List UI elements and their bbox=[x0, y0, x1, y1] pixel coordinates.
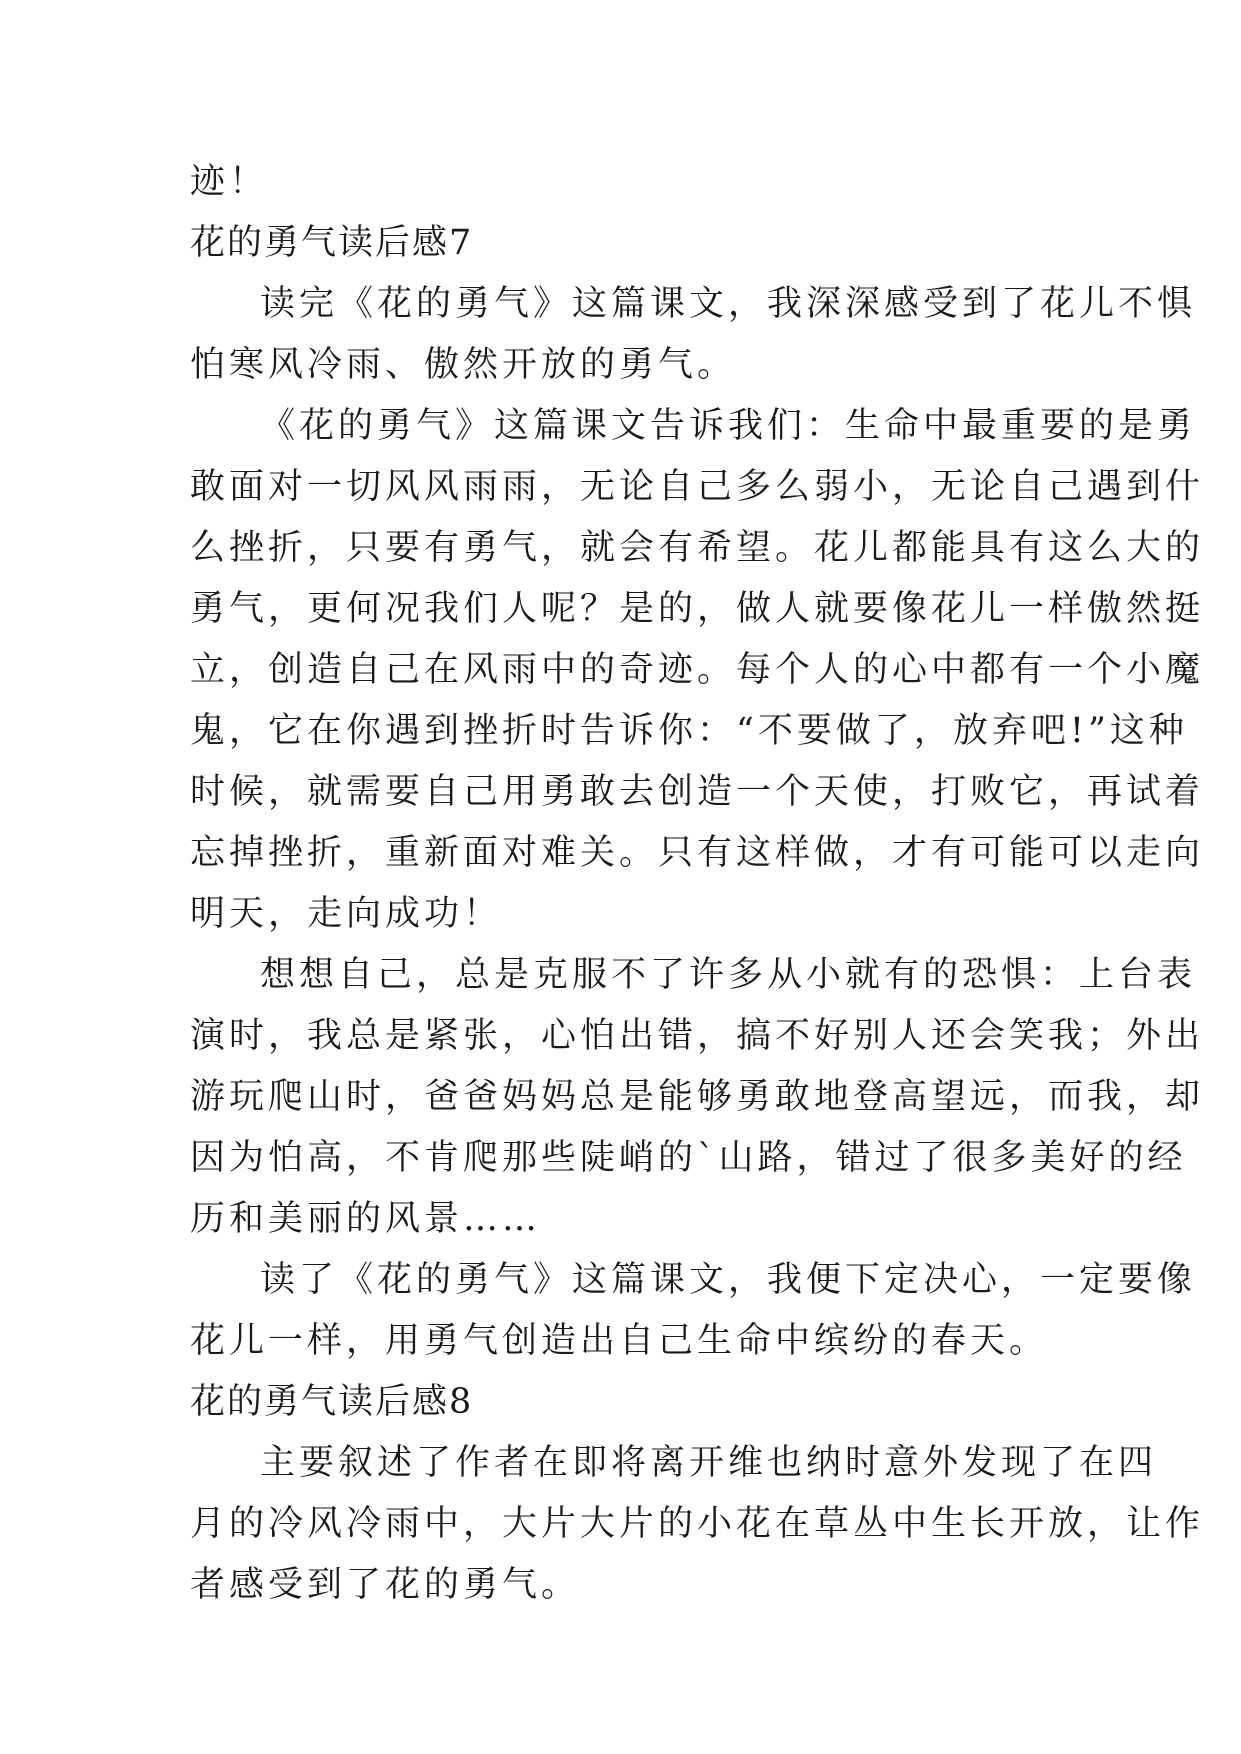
text-line: 月的冷风冷雨中，大片大片的小花在草丛中生长开放，让作 bbox=[190, 1504, 1205, 1544]
text-line: 演时，我总是紧张，心怕出错，搞不好别人还会笑我；外出 bbox=[190, 1016, 1205, 1056]
text-line: 鬼，它在你遇到挫折时告诉你：“不要做了，放弃吧!”这种 bbox=[190, 711, 1188, 751]
text-line: 历和美丽的风景…… bbox=[190, 1199, 542, 1239]
paragraph-first-line: 《花的勇气》这篇课文告诉我们：生命中最重要的是勇 bbox=[260, 406, 1197, 446]
paragraph-first-line: 想想自己，总是克服不了许多从小就有的恐惧：上台表 bbox=[260, 955, 1197, 995]
paragraph-first-line: 读了《花的勇气》这篇课文，我便下定决心，一定要像 bbox=[260, 1260, 1197, 1300]
text-line: 花儿一样，用勇气创造出自己生命中缤纷的春天。 bbox=[190, 1321, 1049, 1361]
text-line: 者感受到了花的勇气。 bbox=[190, 1565, 581, 1605]
text-line: 因为怕高，不肯爬那些陡峭的`山路，错过了很多美好的经 bbox=[190, 1138, 1187, 1178]
text-line: 忘掉挫折，重新面对难关。只有这样做，才有可能可以走向 bbox=[190, 833, 1205, 873]
text-line: 迹！ bbox=[190, 162, 269, 202]
document-body bbox=[190, 152, 1205, 1616]
text-line: 怕寒风冷雨、傲然开放的勇气。 bbox=[190, 345, 737, 385]
text-line: 勇气，更何况我们人呢？是的，做人就要像花儿一样傲然挺 bbox=[190, 589, 1205, 629]
text-line: 明天，走向成功！ bbox=[190, 894, 503, 934]
paragraph-first-line: 读完《花的勇气》这篇课文，我深深感受到了花儿不惧 bbox=[260, 284, 1197, 324]
section-heading: 花的勇气读后感8 bbox=[190, 1382, 474, 1422]
text-line: 立，创造自己在风雨中的奇迹。每个人的心中都有一个小魔 bbox=[190, 650, 1205, 690]
text-line: 游玩爬山时，爸爸妈妈总是能够勇敢地登高望远，而我，却 bbox=[190, 1077, 1205, 1117]
text-line: 敢面对一切风风雨雨，无论自己多么弱小，无论自己遇到什 bbox=[190, 467, 1205, 507]
text-line: 么挫折，只要有勇气，就会有希望。花儿都能具有这么大的 bbox=[190, 528, 1205, 568]
text-line: 时候，就需要自己用勇敢去创造一个天使，打败它，再试着 bbox=[190, 772, 1205, 812]
section-heading: 花的勇气读后感7 bbox=[190, 223, 474, 263]
paragraph-first-line: 主要叙述了作者在即将离开维也纳时意外发现了在四 bbox=[260, 1443, 1158, 1483]
